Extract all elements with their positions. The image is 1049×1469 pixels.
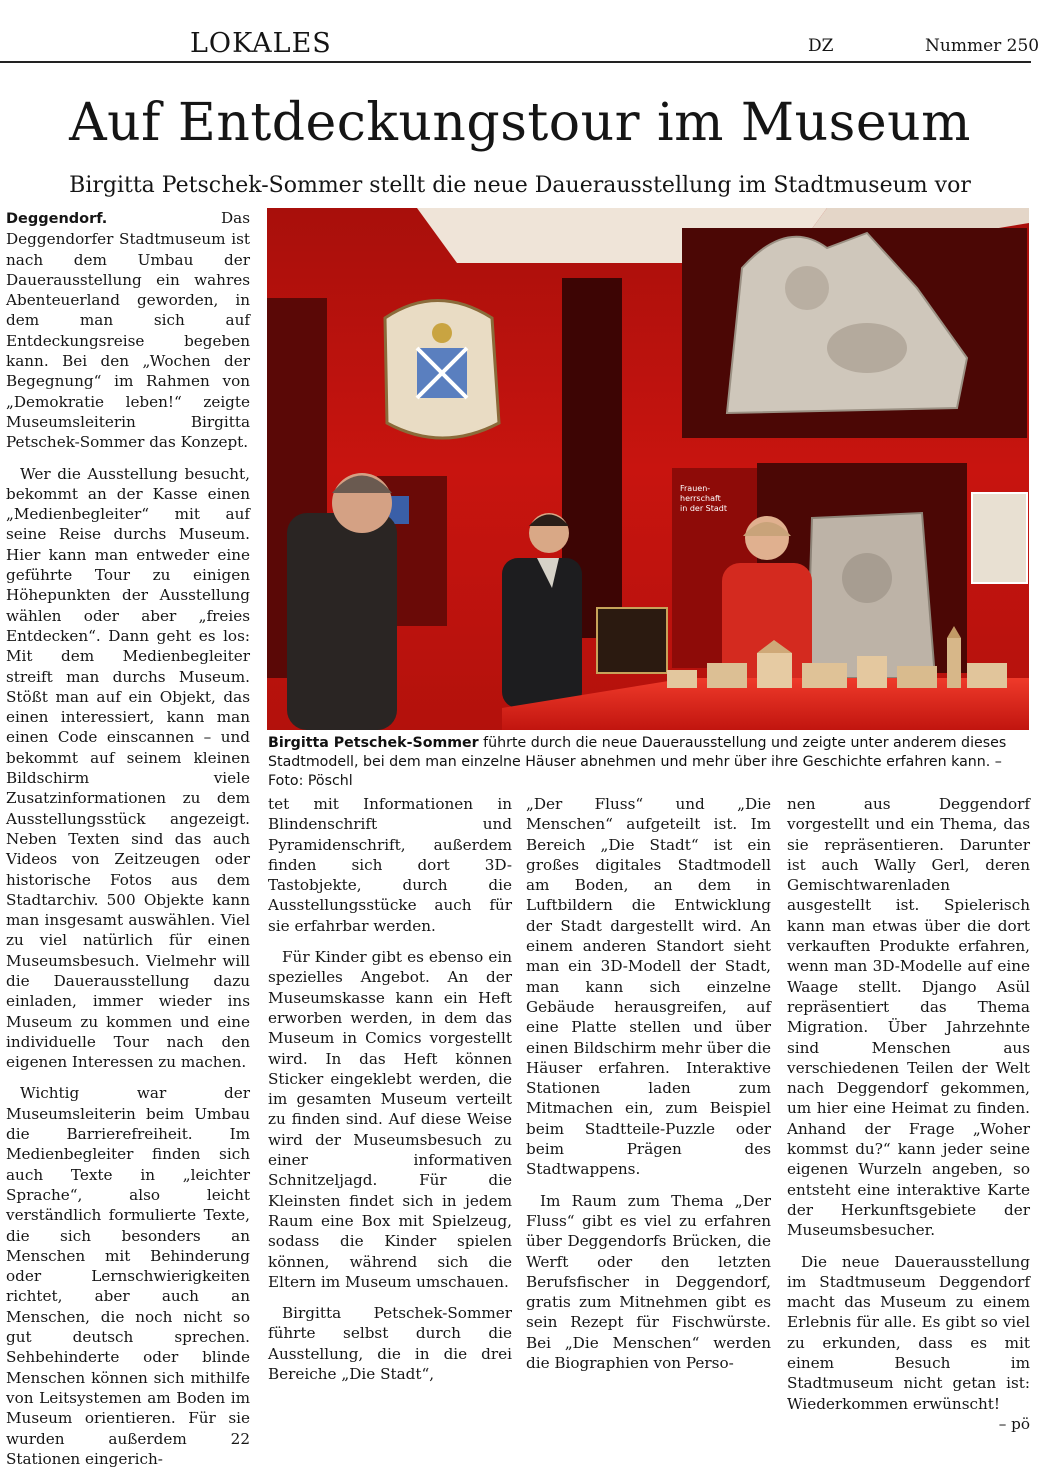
museum-photo <box>267 208 1029 730</box>
header-rule <box>0 61 1031 63</box>
paragraph-text: Das Deggendorfer Stadtmuseum ist nach dem Umbau der Dauerausstellung ein wahres Abenteuerland geworden, in dem man sich auf Entdeckungsreise begeben kann. Bei den „Wochen der Begegnung“ im Rahmen von „Demokratie leben!“ zeigte Museumsleiterin Birgitta Petschek-Sommer das Konzept. <box>6 209 250 452</box>
article-column-3 <box>526 794 771 1373</box>
coat-of-arms-display <box>385 301 499 439</box>
museum-photo-illustration <box>267 208 1029 730</box>
paragraph: Wer die Ausstellung besucht, bekommt an der Kasse einen „Medienbegleiter“ mit auf seine Reise durchs Museum. Hier kann man entweder eine geführte Tour zu einigen Höhepunkten der Ausstellung wählen oder aber „freies Entdecken“. Dann geht es los: Mit dem Medienbegleiter streift man durchs Museum. Stößt man auf ein Objekt, das einen interessiert, kann man einen Code einscannen – und bekommt auf seinem kleinen Bildschirm viele Zusatzinformationen zu dem Ausstellungsstück angezeigt. Neben Texten sind das auch Videos von Zeitzeugen oder historische Fotos aus dem Stadtarchiv. 500 Objekte kann man insgesamt auswählen. Viel zu viel natürlich für einen Museumsbesuch. Vielmehr will die Dauerausstellung dazu einladen, immer wieder ins Museum zu kommen und eine individuelle Tour nach den eigenen Interessen zu machen. <box>6 464 250 1072</box>
caption-text: führte durch die neue Dauerausstellung und zeigte unter anderem dieses Stadtmodell, bei dem man einzelne Häuser abnehmen und mehr über ihre Geschichte erfahren kann. – Foto: Pöschl <box>268 735 1007 789</box>
article-column-4 <box>787 794 1030 1434</box>
paragraph: Im Raum zum Thema „Der Fluss“ gibt es viel zu erfahren über Deggendorfs Brücken, die Werft oder den letzten Berufsfischer in Deggendorf, gratis zum Mitnehmen gibt es sein Rezept für Fischwürste. Bei „Die Menschen“ werden die Biographien von Perso- <box>526 1191 771 1373</box>
subheadline: Birgitta Petschek-Sommer stellt die neue Dauerausstellung im Stadtmuseum vor <box>69 173 971 198</box>
article-column-2 <box>268 794 512 1384</box>
framed-document <box>972 493 1027 583</box>
photo-caption <box>268 734 1032 791</box>
paragraph <box>787 1252 1030 1433</box>
paragraph: „Der Fluss“ und „Die Menschen“ aufgeteilt ist. Im Bereich „Die Stadt“ ist ein großes digitales Stadtmodell am Boden, an dem in Luftbildern die Entwicklung der Stadt dargestellt wird. An einem anderen Standort sieht man ein 3D-Modell der Stadt, man kann sich einzelne Gebäude herausgreifen, auf eine Platte stellen und über einen Bildschirm mehr über die Häuser erfahren. Interaktive Stationen laden zum Mitmachen ein, zum Beispiel beim Stadtteile-Puzzle oder beim Prägen des Stadtwappens. <box>526 795 771 1179</box>
paragraph-text: Die neue Dauerausstellung im Stadtmuseum Deggendorf macht das Museum zu einem Erlebnis für alle. Es gibt so viel zu erkunden, dass es mit einem Besuch im Stadtmuseum nicht getan ist: Wiederkommen erwünscht! <box>787 1252 1030 1413</box>
page-header <box>0 24 1049 62</box>
paper-abbreviation: DZ <box>808 36 834 56</box>
paragraph: nen aus Deggendorf vorgestellt und ein Thema, das sie repräsentieren. Darunter ist auch Wally Gerl, deren Gemischtwarenladen ausgestellt ist. Spielerisch kann man etwas über die dort verkauften Produkte erfahren, wenn man 3D-Modelle auf eine Waage stellt. Django Asül repräsentiert das Thema Migration. Über Jahrzehnte sind Menschen aus verschiedenen Teilen der Welt nach Deggendorf gekommen, um hier eine Heimat zu finden. Anhand der Frage „Woher kommst du?“ kann jeder seine eigenen Wurzeln angeben, so entsteht eine interaktive Karte der Herkunftsgebiete der Museumsbesucher. <box>787 795 1030 1240</box>
author-signature: – pö <box>998 1414 1030 1433</box>
info-panel-title: Frauen-herrschaft in der Stadt <box>680 484 727 513</box>
paragraph <box>6 208 250 453</box>
section-title: LOKALES <box>190 28 332 59</box>
caption-name: Birgitta Petschek-Sommer <box>268 735 479 751</box>
paragraph: tet mit Informationen in Blindenschrift und Pyramidenschrift, außerdem finden sich dort 3D-Tastobjekte, durch die Ausstellungsstücke auch für sie erfahrbar werden. <box>268 795 512 935</box>
headline: Auf Entdeckungstour im Museum <box>69 93 971 153</box>
article-column-1 <box>6 208 250 1469</box>
paragraph: Birgitta Petschek-Sommer führte selbst durch die Ausstellung, die in die drei Bereiche „Die Stadt“, <box>268 1304 512 1384</box>
dateline: Deggendorf. <box>6 211 108 227</box>
wooden-chest <box>597 608 667 673</box>
issue-number: Nummer 250 <box>925 36 1040 56</box>
paragraph: Wichtig war der Museumsleiterin beim Umbau die Barrierefreiheit. Im Medienbegleiter finden sich auch Texte in „leichter Sprache“, also leicht verständlich formulierte Texte, die sich besonders an Menschen mit Behinderung oder Lernschwierigkeiten richtet, aber auch an Menschen, die noch nicht so gut deutsch sprechen. Sehbehinderte oder blinde Menschen können sich mithilfe von Leitsystemen am Boden im Museum orientieren. Für sie wurden außerdem 22 Stationen eingerich- <box>6 1084 250 1468</box>
paragraph: Für Kinder gibt es ebenso ein spezielles Angebot. An der Museumskasse kann ein Heft erworben werden, in dem das Museum in Comics vorgestellt wird. In das Heft können Sticker eingeklebt werden, die im gesamten Museum verteilt zu finden sind. Auf diese Weise wird der Museumsbesuch zu einer informativen Schnitzeljagd. Für die Kleinsten findet sich in jedem Raum eine Box mit Spielzeug, sodass die Kinder spielen können, während sich die Eltern im Museum umschauen. <box>268 948 512 1291</box>
